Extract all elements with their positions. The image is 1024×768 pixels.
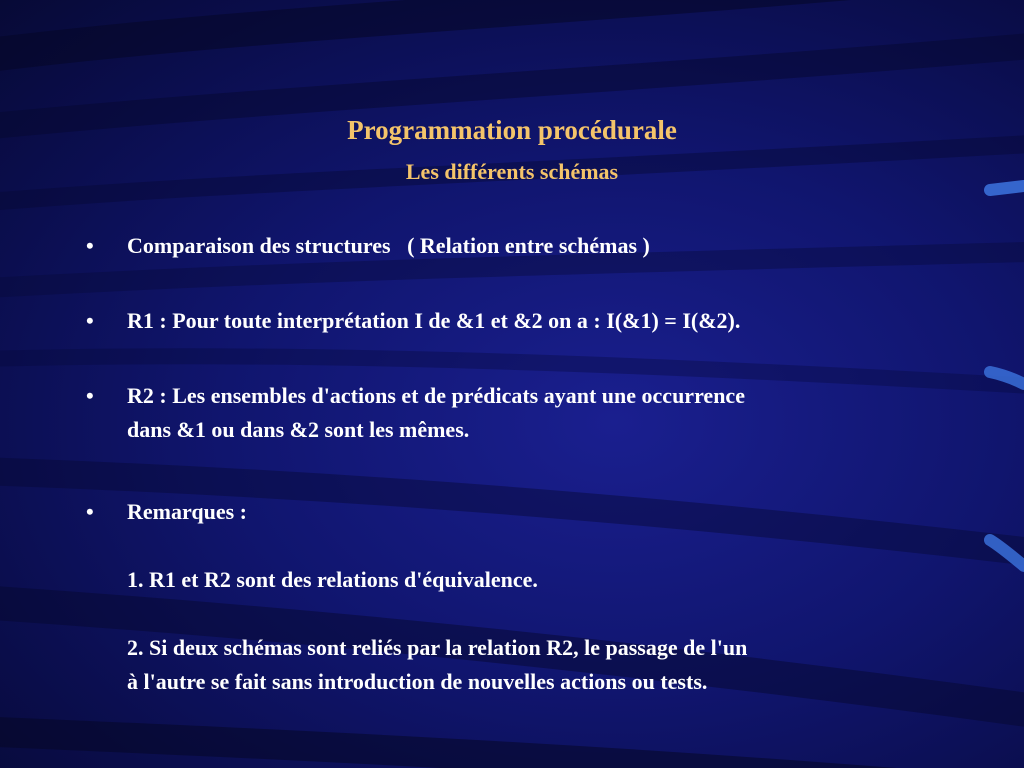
bullet-text: R1 : Pour toute interprétation I de &1 et &2 on a : I(&1) = I(&2). [127, 308, 741, 333]
bullet-icon: • [86, 383, 94, 408]
spacer [127, 597, 947, 631]
bullet-icon: • [86, 499, 94, 524]
slide-title: Programmation procédurale [347, 115, 677, 145]
spacer [127, 529, 947, 563]
remark-2-line: à l'autre se fait sans introduction de nouvelles actions ou tests. [127, 669, 708, 694]
bullet-icon: • [86, 233, 94, 258]
bullet-text: Comparaison des structures ( Relation entre schémas ) [127, 233, 650, 258]
bullet-icon: • [86, 308, 94, 333]
slide-subtitle: Les différents schémas [405, 159, 619, 184]
bullet-text-line: R2 : Les ensembles d'actions et de prédicats ayant une occurrence [127, 383, 745, 408]
bullet-text-line: dans &1 ou dans &2 sont les mêmes. [127, 417, 470, 442]
remarques-heading: Remarques : [127, 499, 247, 524]
remark-2-line: 2. Si deux schémas sont reliés par la relation R2, le passage de l'un [127, 635, 748, 660]
remark-1: 1. R1 et R2 sont des relations d'équivalence. [127, 567, 538, 592]
bullet-text-block [127, 379, 947, 447]
remarques-block [127, 495, 947, 699]
